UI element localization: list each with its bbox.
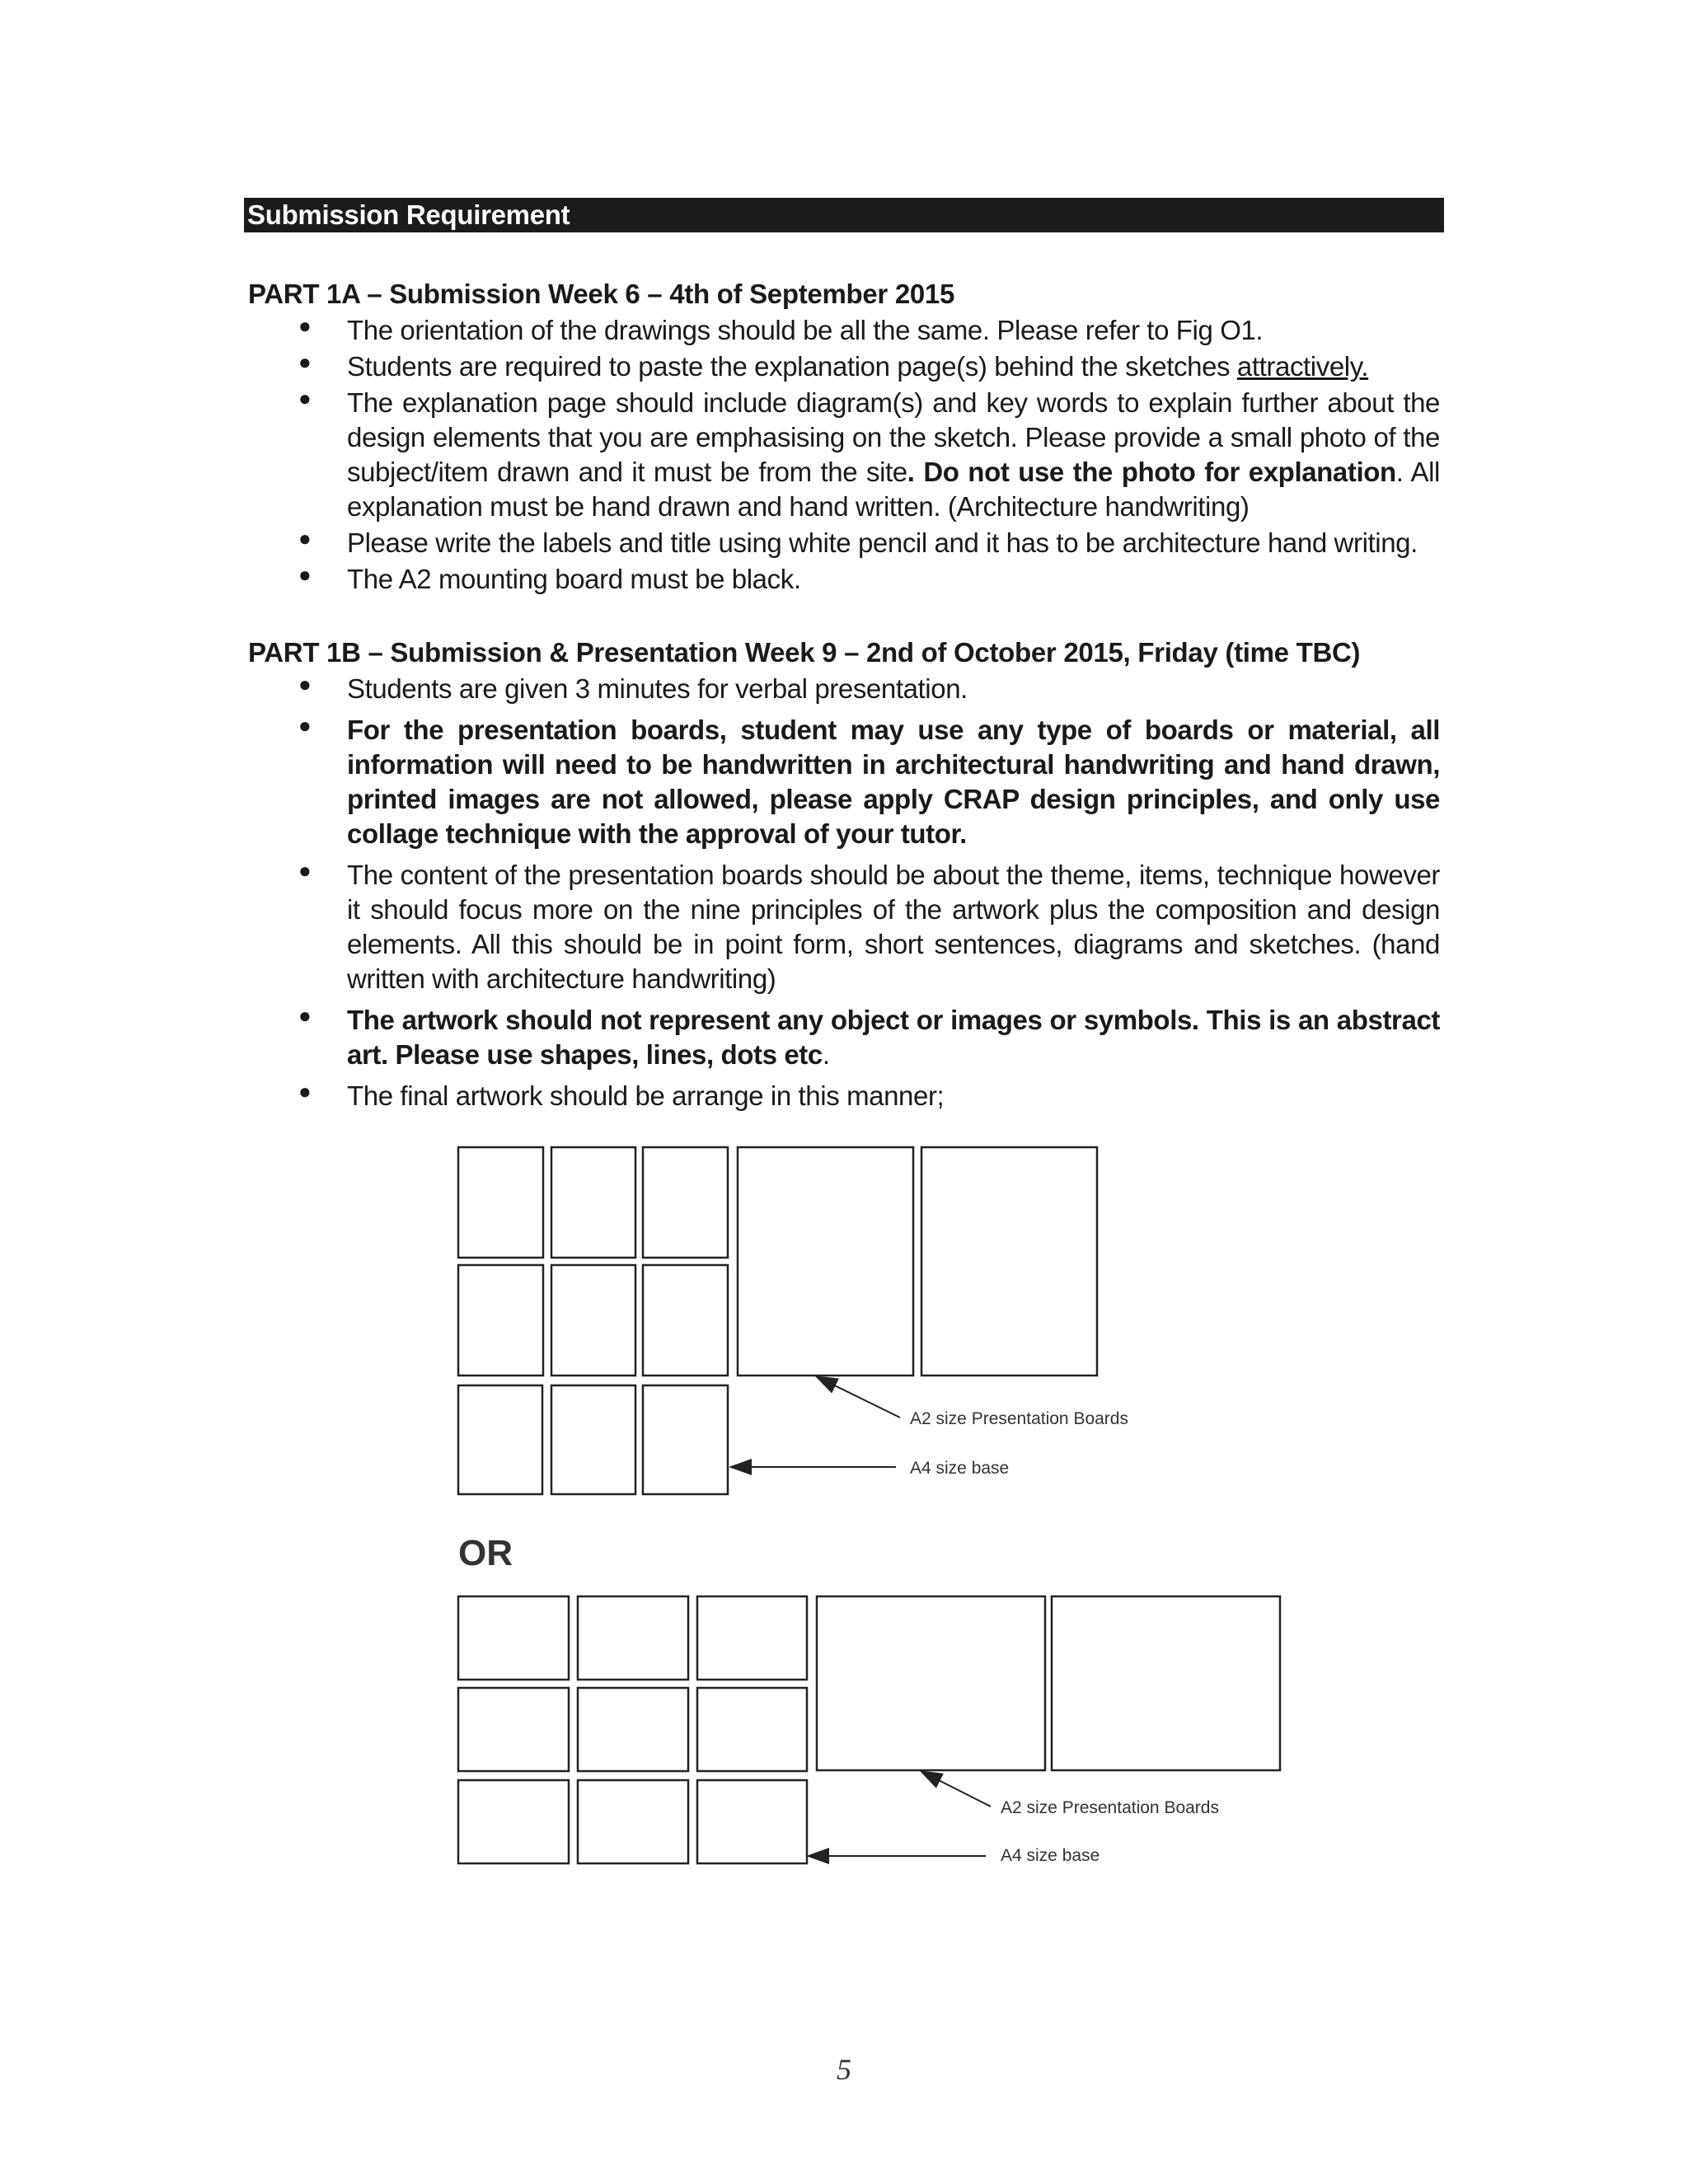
bullet-text-part: The explanation page should include diagram(s) and key words to explain further about the design elements that you are emphasising on the sketch. Please provide a small photo of the subject/item drawn and it must be from the site — [347, 387, 1440, 487]
a4-board — [458, 1688, 569, 1771]
page-number: 5 — [837, 2053, 851, 2086]
bullet-icon: ● — [298, 386, 312, 410]
part-1a-heading: PART 1A – Submission Week 6 – 4th of September 2015 — [248, 279, 955, 309]
bold-emphasis: . Do not use the photo for explanation — [907, 457, 1396, 487]
bullet-text: The A2 mounting board must be black. — [347, 564, 801, 594]
bullet-text: Please write the labels and title using white pencil and it has to be architecture hand writing. — [347, 527, 1418, 558]
a4-board — [578, 1596, 688, 1680]
bullet-icon: ● — [298, 672, 312, 696]
a4-board — [578, 1780, 688, 1863]
part-1b-heading: PART 1B – Submission & Presentation Week 9 – 2nd of October 2015, Friday (time TBC) — [248, 637, 1361, 668]
a4-board — [578, 1688, 688, 1771]
bullet-icon: ● — [298, 313, 312, 338]
diagram-1-a4-label: A4 size base — [910, 1459, 1010, 1478]
underlined-word: attractively. — [1236, 351, 1369, 382]
a2-board — [817, 1596, 1045, 1770]
a4-board — [697, 1780, 807, 1863]
diagram-2-a2-label: A2 size Presentation Boards — [1001, 1798, 1219, 1817]
a4-board — [458, 1596, 569, 1680]
or-separator: OR — [458, 1533, 513, 1573]
bullet-icon: ● — [298, 349, 312, 374]
bullet-text-part: Students are required to paste the explanation page(s) behind the sketches — [347, 351, 1237, 382]
section-title-bar: Submission Requirement — [244, 198, 1444, 232]
a4-board — [697, 1688, 807, 1771]
bullet-text: The content of the presentation boards should be about the theme, items, technique however it should focus more on the nine principles of the artwork plus the composition and design elements. All this should be in point form, short sentences, diagrams and sketches. (hand written with architecture handwriting) — [347, 860, 1440, 994]
diagram-2-a4-label: A4 size base — [1001, 1846, 1100, 1865]
diagram-1-a2-label: A2 size Presentation Boards — [910, 1409, 1128, 1428]
bullet-text: For the presentation boards, student may use any type of boards or material, all information will need to be handwritten in architectural handwriting and hand drawn, printed images are not allowed, please apply CRAP design principles, and only use collage technique with the approval of your tutor. — [347, 715, 1440, 849]
bullet-text: Students are given 3 minutes for verbal presentation. — [347, 673, 968, 704]
bullet-icon: ● — [298, 1003, 312, 1028]
a2-board — [1052, 1596, 1280, 1770]
a4-board — [458, 1780, 569, 1863]
bullet-text: The orientation of the drawings should be all the same. Please refer to Fig O1. — [347, 315, 1264, 345]
bullet-icon: ● — [298, 1079, 312, 1104]
bullet-icon: ● — [298, 713, 312, 738]
a4-board — [697, 1596, 807, 1680]
bullet-text-part: . All explanation must be hand drawn and hand written. (Architecture handwriting) — [347, 457, 1440, 522]
a2-pointer-arrow — [922, 1772, 991, 1807]
bullet-text: The final artwork should be arrange in this manner; — [347, 1080, 945, 1111]
bullet-icon: ● — [298, 526, 312, 551]
bold-emphasis: The artwork should not represent any object or images or symbols. This is an abstract art. Please use shapes, lines, dots etc — [347, 1005, 1440, 1070]
bullet-icon: ● — [298, 858, 312, 883]
bullet-icon: ● — [298, 562, 312, 587]
bullet-text-part: . — [822, 1039, 830, 1070]
